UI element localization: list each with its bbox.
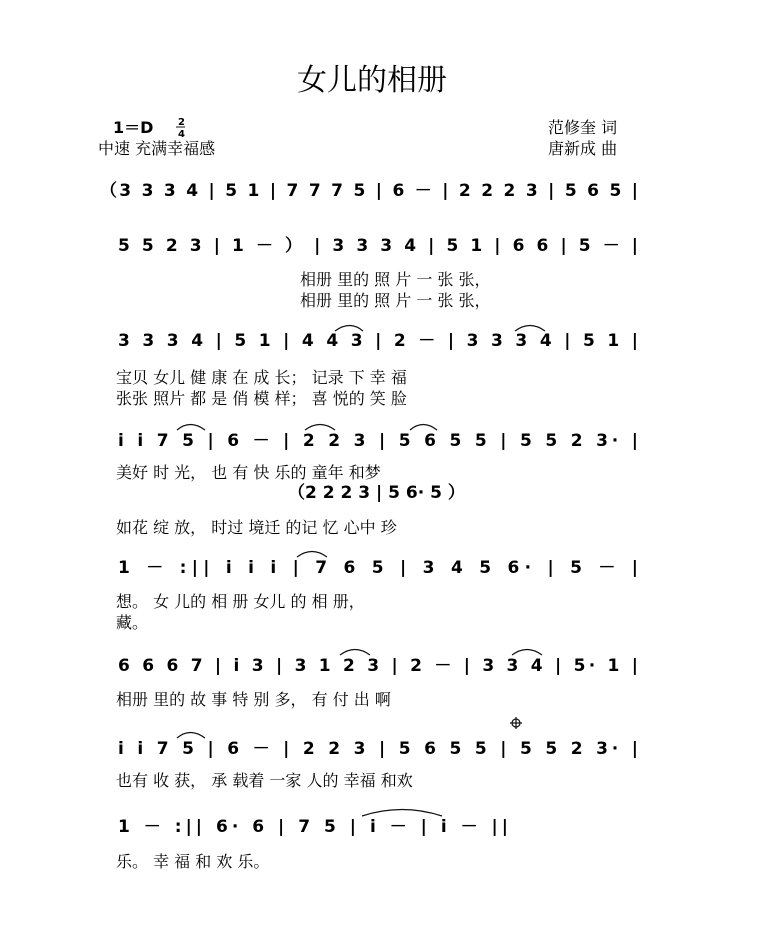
lyric-line-3-verse-1: 宝贝 女儿 健 康 在 成 长； 记录 下 幸 福: [116, 368, 407, 387]
music-line-1: （3 3 3 4 | 5 1 | 7 7 7 5 | 6 － | 2 2 2 3 | 5 6 5 |: [100, 181, 638, 201]
music-line-6: 1 － :|| i i i | 7 6 5 | 3 4 5 6· | 5 － |: [118, 558, 639, 578]
slur-mark: [177, 425, 205, 431]
key-signature: 1＝D: [113, 118, 154, 137]
music-line-9: 1 － :|| 6· 6 | 7 5 | i － | i － ||: [118, 817, 508, 837]
lyric-line-4: 美好 时 光， 也 有 快 乐的 童年 和梦: [116, 463, 381, 482]
lyric-line-3-verse-2: 张张 照片 都 是 俏 模 样； 喜 悦的 笑 脸: [116, 389, 407, 408]
lyric-line-6-verse-1: 想。 女 儿的 相 册 女儿 的 相 册，: [116, 592, 365, 611]
music-line-2: 5 5 2 3 | 1 － ） | 3 3 3 4 | 5 1 | 6 6 | 5 － |: [118, 236, 638, 256]
slur-mark: [297, 552, 327, 558]
tempo-expression: 中速 充满幸福感: [98, 139, 216, 158]
lyric-line-5: 如花 绽 放， 时过 境迁 的记 忆 心中 珍: [116, 518, 397, 537]
slur-mark: [410, 425, 437, 431]
composer: 唐新成 曲: [548, 139, 618, 158]
music-line-8: i i 7 5 | 6 － | 2 2 3 | 5 6 5 5 | 5 5 2 3· |: [118, 739, 639, 759]
lyric-line-8: 也有 收 获， 承 载着 一家 人的 幸福 和欢: [116, 771, 413, 790]
music-line-4: i i 7 5 | 6 － | 2 2 3 | 5 6 5 5 | 5 5 2 3· |: [118, 431, 639, 451]
slur-mark: [512, 650, 542, 656]
slur-mark: [340, 650, 370, 656]
music-line-3: 3 3 3 4 | 5 1 | 4 4 3 | 2 － | 3 3 3 4 | 5 1 |: [118, 331, 638, 351]
lyric-line-6-verse-2: 藏。: [116, 613, 149, 632]
slur-mark: [177, 733, 205, 739]
lyric-line-2-verse-1: 相册 里的 照 片 一 张 张，: [300, 270, 491, 289]
tie-mark: [362, 810, 442, 817]
slur-mark: [305, 425, 335, 431]
lyric-line-7: 相册 里的 故 事 特 别 多， 有 付 出 啊: [116, 690, 391, 709]
lyricist: 范修奎 词: [548, 118, 618, 137]
segno-icon: [510, 717, 522, 729]
music-line-7: 6 6 6 7 | i 3 | 3 1 2 3 | 2 － | 3 3 4 | 5· 1 |: [118, 656, 638, 676]
music-line-4-alt: （2 2 2 3 | 5 6· 5 ）: [288, 483, 465, 503]
lyric-line-2-verse-2: 相册 里的 照 片 一 张 张，: [300, 291, 491, 310]
lyric-line-9: 乐。 幸 福 和 欢 乐。: [116, 852, 270, 871]
time-sig-numerator: 2: [178, 117, 185, 128]
time-sig-denominator: 4: [178, 129, 185, 140]
song-title: 女儿的相册: [297, 63, 447, 98]
